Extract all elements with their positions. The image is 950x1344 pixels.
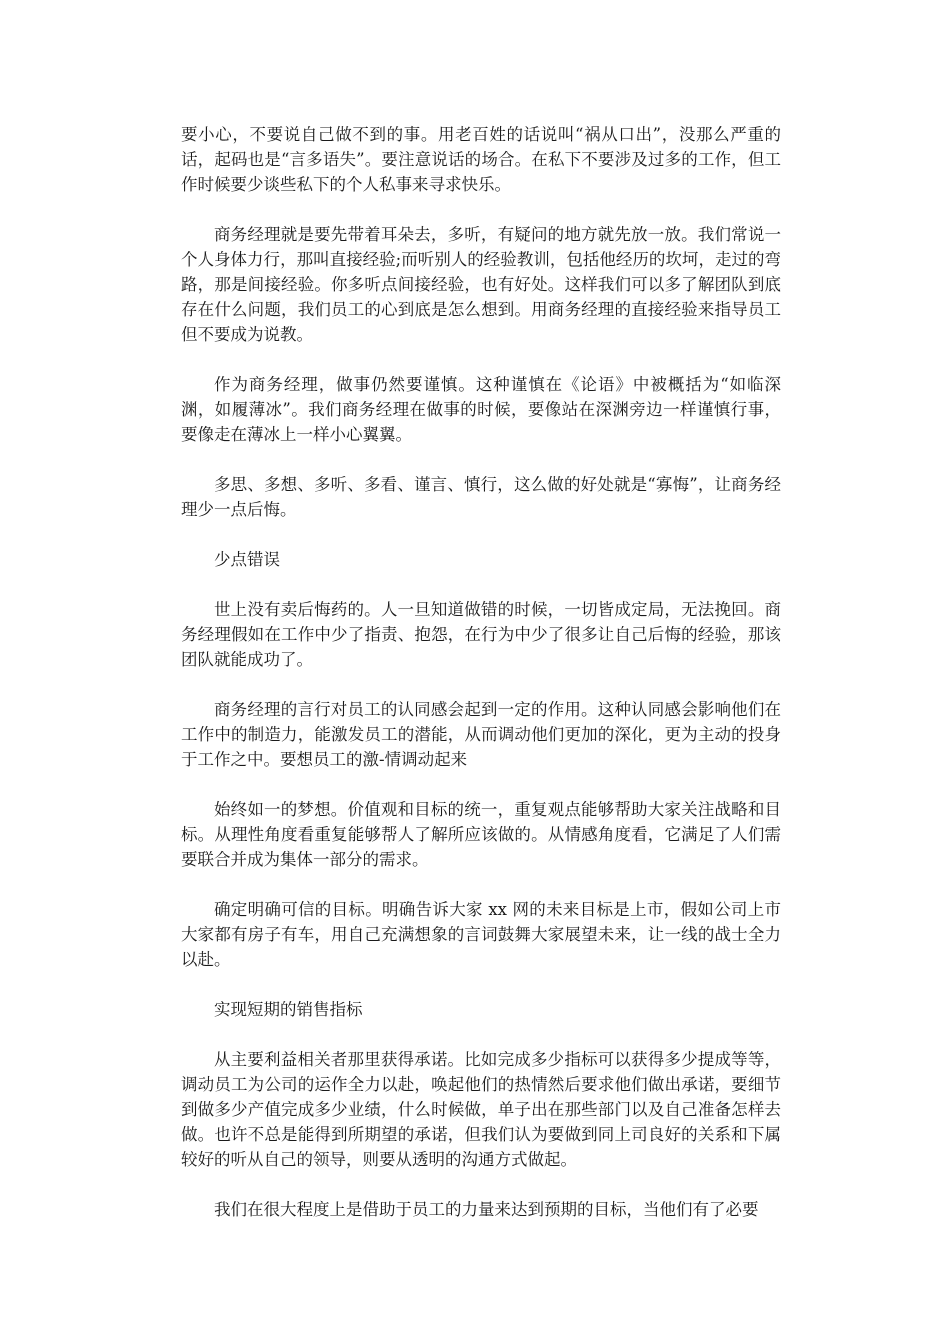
- paragraph: 我们在很大程度上是借助于员工的力量来达到预期的目标，当他们有了必要: [214, 1200, 759, 1219]
- section-heading: 实现短期的销售指标: [214, 1000, 363, 1019]
- section-heading: 少点错误: [214, 550, 280, 569]
- paragraph: 要小心，不要说自己做不到的事。用老百姓的话说叫“祸从口出”，没那么严重的话，起码也是“言多语失”。要注意说话的场合。在私下不要涉及过多的工作，但工作时候要少谈些私下的个人私事来寻求快乐。: [181, 125, 781, 194]
- paragraph: 世上没有卖后悔药的。人一旦知道做错的时候，一切皆成定局，无法挽回。商务经理假如在工作中少了指责、抱怨，在行为中少了很多让自己后悔的经验，那该团队就能成功了。: [181, 600, 781, 669]
- paragraph: 商务经理的言行对员工的认同感会起到一定的作用。这种认同感会影响他们在工作中的制造力，能激发员工的潜能，从而调动他们更加的深化，更为主动的投身于工作之中。要想员工的激-情调动起来: [181, 700, 781, 769]
- paragraph: 作为商务经理，做事仍然要谨慎。这种谨慎在《论语》中被概括为“如临深渊，如履薄冰”。我们商务经理在做事的时候，要像站在深渊旁边一样谨慎行事，要像走在薄冰上一样小心翼翼。: [181, 375, 781, 444]
- paragraph: 从主要利益相关者那里获得承诺。比如完成多少指标可以获得多少提成等等，调动员工为公司的运作全力以赴，唤起他们的热情然后要求他们做出承诺，要细节到做多少产值完成多少业绩，什么时候做，单子出在那些部门以及自己准备怎样去做。也许不总是能得到所期望的承诺，但我们认为要做到同上司良好的关系和下属较好的听从自己的领导，则要从透明的沟通方式做起。: [181, 1050, 781, 1169]
- paragraph: 确定明确可信的目标。明确告诉大家 xx 网的未来目标是上市，假如公司上市大家都有房子有车，用自己充满想象的言词鼓舞大家展望未来，让一线的战士全力以赴。: [181, 900, 781, 969]
- document-body: [181, 122, 781, 1222]
- paragraph: 始终如一的梦想。价值观和目标的统一，重复观点能够帮助大家关注战略和目标。从理性角度看重复能够帮人了解所应该做的。从情感角度看，它满足了人们需要联合并成为集体一部分的需求。: [181, 800, 781, 869]
- paragraph: 商务经理就是要先带着耳朵去，多听，有疑问的地方就先放一放。我们常说一个人身体力行，那叫直接经验;而听别人的经验教训，包括他经历的坎坷，走过的弯路，那是间接经验。你多听点间接经验，也有好处。这样我们可以多了解团队到底存在什么问题，我们员工的心到底是怎么想到。用商务经理的直接经验来指导员工但不要成为说教。: [181, 225, 781, 344]
- paragraph: 多思、多想、多听、多看、谨言、慎行，这么做的好处就是“寡悔”，让商务经理少一点后悔。: [181, 475, 781, 519]
